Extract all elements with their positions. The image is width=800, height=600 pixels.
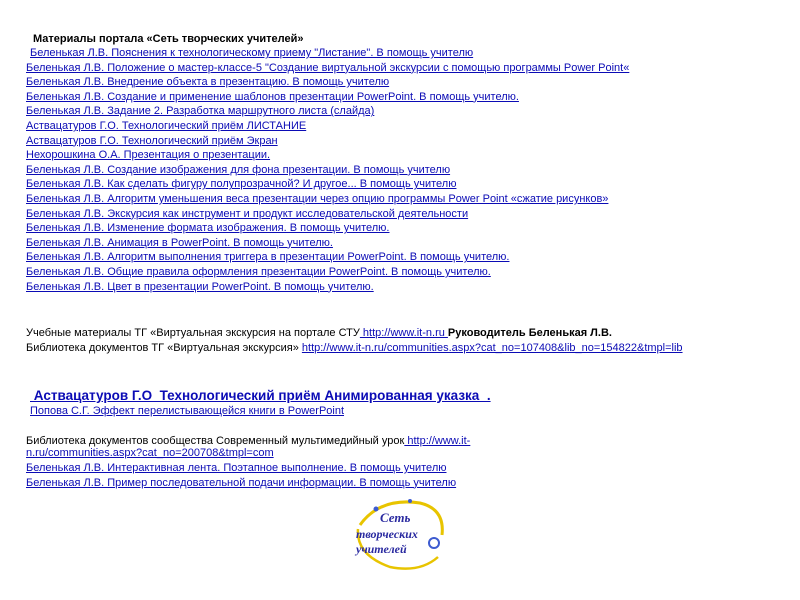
material-link[interactable]: Беленькая Л.В. Изменение формата изображения. В помощь учителю. <box>26 222 390 235</box>
library-url[interactable]: http://www.it-n.ru/communities.aspx?cat_no=107408&lib_no=154822&tmpl=lib <box>301 342 683 354</box>
material-link[interactable]: Аствацатуров Г.О. Технологический приём ЛИСТАНИЕ <box>26 119 307 132</box>
community-library-line <box>26 436 546 459</box>
material-link[interactable]: Беленькая Л.В. Создание и применение шаблонов презентации PowerPoint. В помощь учителю. <box>26 90 519 103</box>
study-materials-text: Учебные материалы ТГ «Виртуальная экскурсия на портале СТУ <box>26 327 360 339</box>
material-link[interactable]: Беленькая Л.В. Как сделать фигуру полупрозрачной? И другое... В помощь учителю <box>26 178 457 191</box>
community-link[interactable]: Беленькая Л.В. Интерактивная лента. Поэтапное выполнение. В помощь учителю <box>26 462 447 474</box>
community-library-text: Библиотека документов сообщества Современный мультимедийный урок <box>26 435 405 447</box>
material-link[interactable]: Беленькая Л.В. Пояснения к технологическому приему "Листание". В помощь учителю <box>30 47 474 59</box>
materials-link-list <box>26 46 796 294</box>
material-link[interactable]: Беленькая Л.В. Алгоритм уменьшения веса презентации через опцию программы Power Point «сжатие рисунков» <box>26 192 609 205</box>
logo-line1: Сеть <box>380 510 411 525</box>
library-text: Библиотека документов ТГ «Виртуальная экскурсия» <box>26 342 302 354</box>
study-materials-line <box>26 327 796 340</box>
material-link[interactable]: Беленькая Л.В. Внедрение объекта в презентацию. В помощь учителю <box>26 76 390 89</box>
community-link[interactable]: Беленькая Л.В. Пример последовательной подачи информации. В помощь учителю <box>26 476 457 489</box>
material-link[interactable]: Нехорошкина О.А. Презентация о презентации. <box>26 149 271 162</box>
material-link[interactable]: Беленькая Л.В. Экскурсия как инструмент и продукт исследовательской деятельности <box>26 207 469 220</box>
logo-line3: учителей <box>356 542 407 556</box>
logo-line2: творческих <box>356 527 418 541</box>
material-link[interactable]: Беленькая Л.В. Цвет в презентации PowerPoint. В помощь учителю. <box>26 280 374 293</box>
material-link[interactable]: Беленькая Л.В. Общие правила оформления презентации PowerPoint. В помощь учителю. <box>26 265 491 278</box>
logo-ring-icon <box>429 538 439 548</box>
book-effect-link[interactable]: Попова С.Г. Эффект перелистывающейся книги в PowerPoint <box>30 405 345 417</box>
material-link[interactable]: Беленькая Л.В. Анимация в PowerPoint. В помощь учителю. <box>26 236 333 249</box>
material-link[interactable]: Беленькая Л.В. Создание изображения для фона презентации. В помощь учителю <box>26 163 451 176</box>
material-link[interactable]: Беленькая Л.В. Алгоритм выполнения триггера в презентации PowerPoint. В помощь учителю. <box>26 251 510 264</box>
material-link[interactable]: Беленькая Л.В. Положение о мастер-классе-5 "Создание виртуальной экскурсии с помощью программы Power Point« <box>26 61 630 74</box>
library-line <box>26 342 796 355</box>
community-link-list <box>26 461 456 490</box>
study-materials-url[interactable]: http://www.it-n.ru <box>359 327 448 339</box>
material-link[interactable]: Аствацатуров Г.О. Технологический приём Экран <box>26 134 278 147</box>
pointer-technique-link[interactable]: Аствацатуров Г.О Технологический приём Анимированная указка . <box>30 388 491 403</box>
portal-logo <box>350 495 450 575</box>
logo-dot <box>374 507 379 512</box>
page-heading: Материалы портала «Сеть творческих учителей» <box>33 33 304 45</box>
material-link[interactable]: Беленькая Л.В. Задание 2. Разработка маршрутного листа (слайда) <box>26 105 375 118</box>
study-leader: Руководитель Беленькая Л.В. <box>447 327 612 339</box>
community-library-url[interactable]: http://www.it- <box>404 435 471 447</box>
community-library-url-cont[interactable]: n.ru/communities.aspx?cat_no=200708&tmpl=com <box>26 446 274 459</box>
logo-dot <box>408 499 412 503</box>
